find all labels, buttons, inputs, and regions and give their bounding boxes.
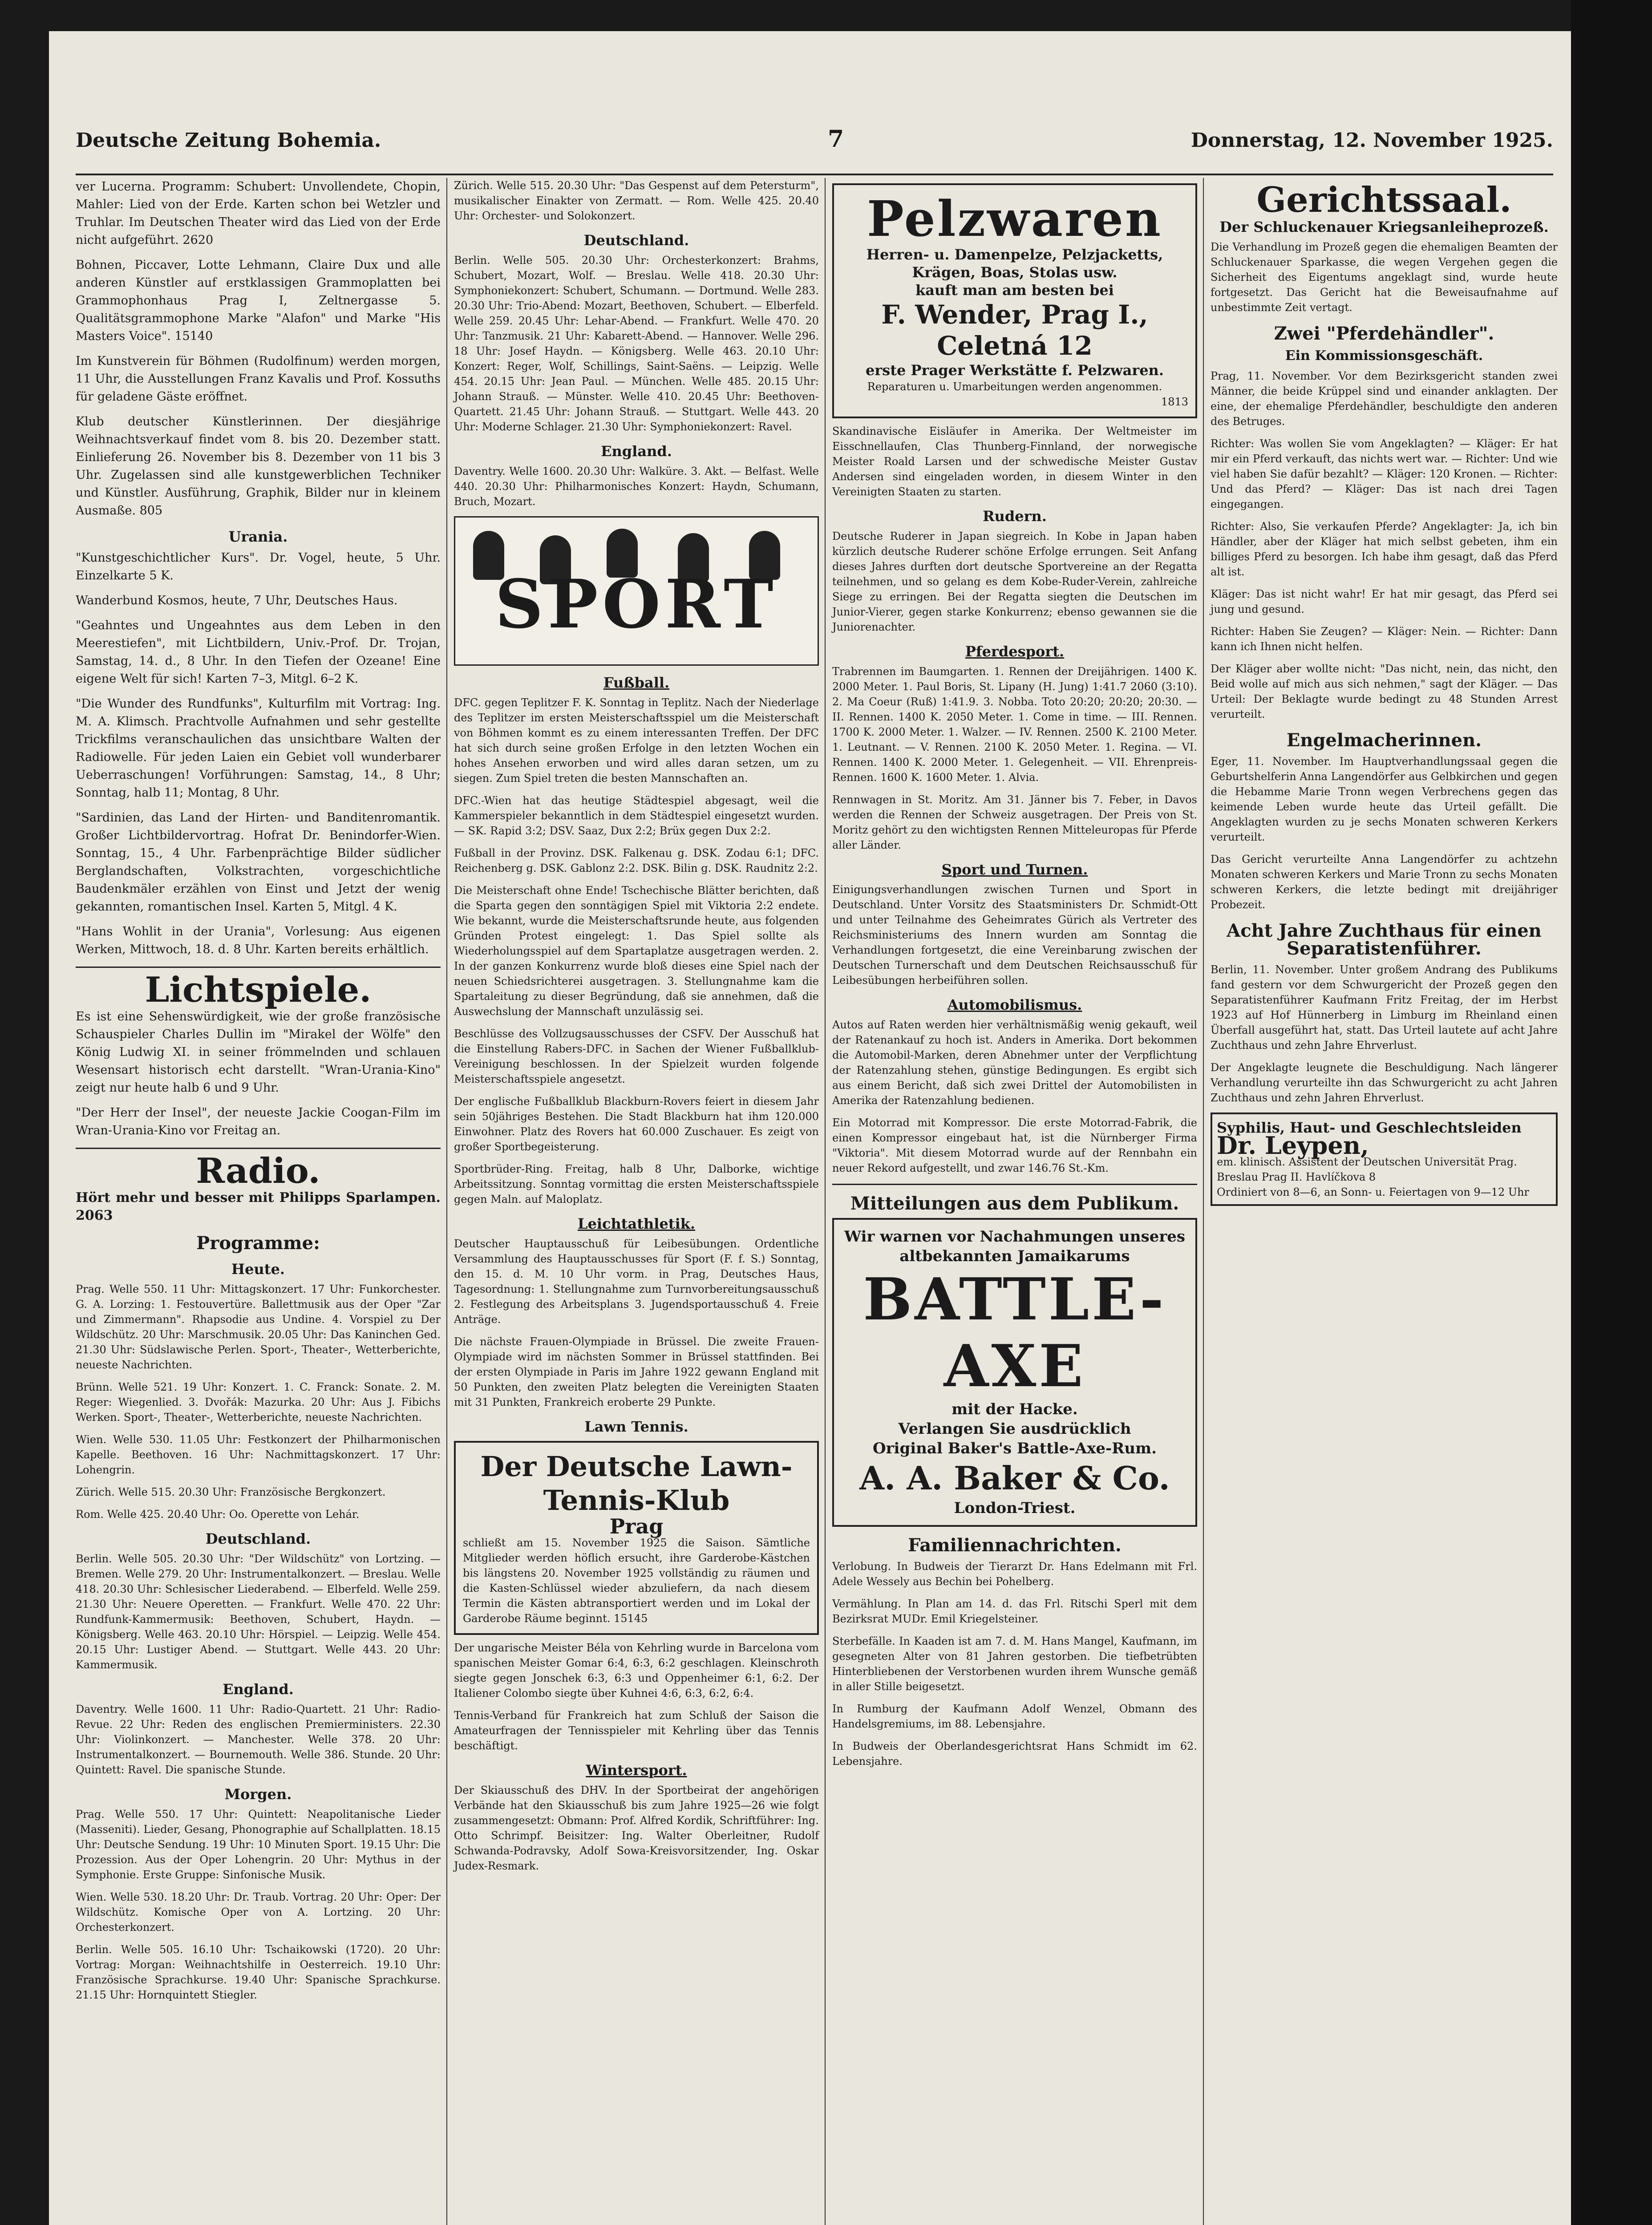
ad-title: Der Deutsche Lawn-Tennis-Klub [480,1450,793,1517]
section-heading: Morgen. [224,1786,292,1803]
ad-line: Krägen, Boas, Stolas usw. [912,264,1118,281]
column-2 [454,178,819,1881]
column-3 [832,178,1197,1776]
article-paragraph: Wien. Welle 530. 11.05 Uhr: Festkonzert der Philharmonischen Kapelle. Beethoven. 16 Uhr: Nachmittagskonzert. 17 Uhr: Lohengrin. [76,1433,441,1476]
ad-text: schließt am 15. November 1925 die Saison. Sämtliche Mitglieder werden höflich ersucht, ihre Garderobe-Kästchen bis längstens 20. November 1925 vollständig zu räumen und die Kasten-Schlüssel wieder abzuliefern, da nach diesem Termin die Kästen abtransportiert werden und im Lokal der Garderobe Räume beginnt. 15145 [463,1537,810,1625]
ad-title: BATTLE-AXE [863,1265,1166,1400]
column-rule [1203,178,1204,2225]
article-paragraph: Berlin. Welle 505. 20.30 Uhr: Orchesterkonzert: Brahms, Schubert, Mozart, Wolf. — Breslau. Welle 418. 20.30 Uhr: Symphoniekonzert: Schubert, Schumann. — Dortmund. Welle 283. 20.30 Uhr: Trio-Abend: Mozart, Beethoven, Schubert. — Elberfeld. Welle 259. 20.45 Uhr: Lehar-Abend. — Frankfurt. Welle 470. 20 Uhr: Tanzmusik. 21 Uhr: Kabarett-Abend. — Hannover. Welle 296. 18 Uhr: Josef Haydn. — Königsberg. Welle 463. 20.10 Uhr: Konzert: Reger, Wolf, Schillings, Saint-Saëns. — Leipzig. Welle 454. 20.15 Uhr: Jean Paul. — München. Welle 485. 20.15 Uhr: Johann Strauß. — Münster. Welle 410. 20.45 Uhr: Beethoven-Quartett. 21.45 Uhr: Johann Strauß. — Stuttgart. Welle 443. 20 Uhr: Moderne Schlager. 21.30 Uhr: Symphoniekonzert: Ravel. [454,254,819,433]
article-heading: Zwei "Pferdehändler". [1274,323,1494,344]
article-paragraph: Skandinavische Eisläufer in Amerika. Der Weltmeister im Eisschnellaufen, Clas Thunberg-Finnland, der norwegische Meister Roald Larsen und der schwedische Meister Gustav Andersen sind eingeladen worden, in diesem Winter in den Vereinigten Staaten zu starten. [832,425,1197,498]
section-heading: Rudern. [983,508,1047,525]
article-paragraph: Zürich. Welle 515. 20.30 Uhr: "Das Gespenst auf dem Petersturm", musikalischer Einakter von Zermatt. — Rom. Welle 425. 20.40 Uhr: Orchester- und Solokonzert. [454,179,819,222]
ad-line: Verlangen Sie ausdrücklich [898,1420,1131,1438]
article-paragraph: Richter: Also, Sie verkaufen Pferde? Angeklagter: Ja, ich bin Händler, aber der Kläger hat mich selbst gebeten, ihm ein billiges Pferd zu besorgen. Ich habe ihm gesagt, daß das Pferd alt ist. [1211,520,1558,578]
section-heading: Lawn Tennis. [584,1418,688,1435]
article-paragraph: Richter: Was wollen Sie vom Angeklagten? — Kläger: Er hat mir ein Pferd verkauft, das nichts wert war. — Richter: Und wie viel haben Sie dafür bezahlt? — Kläger: 120 Kronen. — Richter: Und das Pferd? — Kläger: Das ist nach drei Tagen eingegangen. [1211,437,1558,510]
ad-line: Wir warnen vor Nachahmungen unseres altbekannten Jamaikarums [844,1228,1186,1265]
section-heading: Mitteilungen aus dem Publikum. [850,1193,1179,1214]
section-heading: Leichtathletik. [577,1215,696,1232]
article-paragraph: Kläger: Das ist nicht wahr! Er hat mir gesagt, das Pferd sei jung und gesund. [1211,588,1558,615]
article-paragraph: Der Angeklagte leugnete die Beschuldigung. Nach längerer Verhandlung verurteilte ihn das Schwurgericht zu acht Jahren Zuchthaus und zehn Jahren Ehrverlust. [1211,1061,1558,1104]
section-heading: Pferdesport. [965,643,1065,660]
ad-line: Herren- u. Damenpelze, Pelzjacketts, [866,246,1163,263]
article-heading: Acht Jahre Zuchthaus für einen Separatistenführer. [1227,920,1542,959]
section-heading: Heute. [231,1261,285,1278]
section-heading: Familiennachrichten. [908,1535,1122,1556]
article-paragraph: Rennwagen in St. Moritz. Am 31. Jänner bis 7. Feber, in Davos werden die Rennen der Schweiz ausgetragen. Der Preis von St. Moritz gehört zu den wichtigsten Rennen Mitteleuropas für Pferde aller Länder. [832,793,1197,851]
article-paragraph: Fußball in der Provinz. DSK. Falkenau g. DSK. Zodau 6:1; DFC. Reichenberg g. DSK. Gablonz 2:2. DSK. Bilin g. DSK. Raudnitz 2:2. [454,847,819,874]
article-paragraph: "Sardinien, das Land der Hirten- und Banditenromantik. Großer Lichtbildervortrag. Hofrat Dr. Benindorfer-Wien. Sonntag, 15., 4 Uhr. Farbenprächtige Bilder südlicher Berglandschaften, Volkstrachten, vorgeschichtliche Baudenkmäler erzählen von Einst und Jetzt der wenig gekannten, romantischen Insel. Karten 5, Mitgl. 4 K. [76,811,441,914]
article-paragraph: Tennis-Verband für Frankreich hat zum Schluß der Saison die Amateurfragen der Tennisspieler mit Kehrling über das Tennis beschäftigt. [454,1709,819,1752]
article-paragraph: Der Kläger aber wollte nicht: "Das nicht, nein, das nicht, den Beid wolle auf mich aus sich nehmen," sagt der Kläger. — Das Urteil: Der Beklagte wurde bedingt zu 48 Stunden Arrest verurteilt. [1211,663,1558,720]
article-heading: Der Schluckenauer Kriegsanleiheprozeß. [1219,218,1549,235]
section-heading: Wintersport. [586,1762,687,1779]
article-paragraph: Deutsche Ruderer in Japan siegreich. In Kobe in Japan haben kürzlich deutsche Ruderer schöne Erfolge errungen. Seit Anfang dieses Jahres durften dort deutsche Sportvereine an der Regatta teilnehmen, und so gelang es dem Kobe-Ruder-Verein, zahlreiche Siege zu erringen. Bei der Regatta siegten die Deutschen im Junior-Vierer, gegen starke Konkurrenz; ebenso gewannen sie die Juniorenachter. [832,530,1197,633]
article-paragraph: Klub deutscher Künstlerinnen. Der diesjährige Weihnachtsverkauf findet vom 8. bis 20. Dezember statt. Einlieferung 26. November bis 8. Dezember von 11 bis 3 Uhr. Zugelassen sind alle kunstgewerblichen Techniker und Künstler. Ausführung, Graphik, Bilder nur in kleinem Ausmaße. 805 [76,415,441,518]
article-paragraph: ver Lucerna. Programm: Schubert: Unvollendete, Chopin, Mahler: Lied von der Erde. Karten schon bei Wetzler und Truhlar. Im Deutschen Theater wird das Lied von der Erde nicht aufgeführt. 2620 [76,180,441,247]
ad-line: Ordiniert von 8—6, an Sonn- u. Feiertagen von 9—12 Uhr [1217,1186,1529,1198]
article-paragraph: Sterbefälle. In Kaaden ist am 7. d. M. Hans Mangel, Kaufmann, im gesegneten Alter von 81 Jahren gestorben. Die tiefbetrübten Hinterbliebenen der Verstorbenen wurden ihrem Wunsche gemäß in aller Stille beigesetzt. [832,1635,1197,1693]
masthead-date: Donnerstag, 12. November 1925. [1190,129,1553,152]
section-heading: Automobilismus. [947,996,1082,1013]
article-paragraph: Daventry. Welle 1600. 11 Uhr: Radio-Quartett. 21 Uhr: Radio-Revue. 22 Uhr: Reden des englischen Premierministers. 22.30 Uhr: Violinkonzert. — Manchester. Welle 378. 20 Uhr: Instrumentalkonzert. — Bournemouth. Welle 386. Stunde. 20 Uhr: Quintett: Ravel. Die spanische Stunde. [76,1703,441,1776]
ad-city: Prag [609,1514,664,1538]
section-heading: England. [601,443,672,460]
ad-line: Syphilis, Haut- und Geschlechtsleiden [1217,1119,1522,1136]
masthead-title: Deutsche Zeitung Bohemia. [76,129,381,152]
article-paragraph: Der englische Fußballklub Blackburn-Rovers feiert in diesem Jahr sein 50jähriges Bestehen. Die Stadt Blackburn hat ihm 120.000 Einwohner. Platz des Rovers hat 60.000 Zuschauer. Es zeigt von großer Sportbegeisterung. [454,1095,819,1153]
section-heading: Deutschland. [583,232,689,249]
section-heading: Lichtspiele. [145,970,372,1010]
article-paragraph: Wien. Welle 530. 18.20 Uhr: Dr. Traub. Vortrag. 20 Uhr: Oper: Der Wildschütz. Komische Oper von A. Lortzing. 20 Uhr: Orchesterkonzert. [76,1891,441,1934]
article-paragraph: Sportbrüder-Ring. Freitag, halb 8 Uhr, Dalborke, wichtige Arbeitssitzung. Sonntag vormittag die ersten Meisterschaftsspiele gegen Maln. auf Maloplatz. [454,1163,819,1206]
column-rule [825,178,826,2225]
ad-title: Dr. Leypen, [1217,1131,1369,1160]
ad-company: A. A. Baker & Co. [859,1459,1170,1497]
divider [76,1148,441,1149]
article-paragraph: "Hans Wohlit in der Urania", Vorlesung: Aus eigenen Werken, Mittwoch, 18. d. 8 Uhr. Karten bereits erhältlich. [76,925,441,956]
article-paragraph: Wanderbund Kosmos, heute, 7 Uhr, Deutsches Haus. [76,594,398,607]
article-paragraph: Berlin, 11. November. Unter großem Andrang des Publikums fand gestern vor dem Schwurgericht der Prozeß gegen den Separatistenführer Kaufmann Fritz Freitag, der im Herbst 1923 auf Hof Hünnerberg in Limburg im Rheinland einen Überfall ausgeführt hat, statt. Das Urteil lautete auf acht Jahre Zuchthaus und zehn Jahre Ehrverlust. [1211,963,1558,1052]
ad-line: London-Triest. [954,1499,1076,1517]
article-paragraph: Brünn. Welle 521. 19 Uhr: Konzert. 1. C. Franck: Sonate. 2. M. Reger: Wiegenlied. 3. Dvořák: Mazurka. 20 Uhr: Aus J. Fibichs Werken. Sport-, Theater-, Wetterberichte, neueste Nachrichten. [76,1381,441,1424]
pelzwaren-ad [832,183,1197,418]
column-1 [76,178,441,2010]
article-paragraph: In Budweis der Oberlandesgerichtsrat Hans Schmidt im 62. Lebensjahre. [832,1740,1197,1768]
article-paragraph: Rom. Welle 425. 20.40 Uhr: Oo. Operette von Lehár. [76,1508,360,1521]
article-paragraph: "Kunstgeschichtlicher Kurs". Dr. Vogel, heute, 5 Uhr. Einzelkarte 5 K. [76,551,441,583]
masthead [76,120,1553,175]
article-paragraph: Bohnen, Piccaver, Lotte Lehmann, Claire Dux und alle anderen Künstler auf erstklassigen Grammoplatten bei Grammophonhaus Prag I, Zeltnergasse 5. Qualitätsgrammophone Marke "Alafon" und Marke "His Masters Voice". 15140 [76,258,441,343]
article-paragraph: Das Gericht verurteilte Anna Langendörfer zu achtzehn Monaten schweren Kerkers und Marie Tronn zu sechs Monaten schweren Kerkers, die letzte bedingt mit dreijähriger Probezeit. [1211,853,1558,911]
article-paragraph: Trabrennen im Baumgarten. 1. Rennen der Dreijährigen. 1400 K. 2000 Meter. 1. Paul Boris, St. Lipany (H. Jung) 1:41.7 2060 (3:10). 2. Ma Coeur (Ruß) 1:41.9. 3. Nobba. Toto 20:20; 20:20; 20:30. — II. Rennen. 1400 K. 2050 Meter. 1. Come in time. — III. Rennen. 1700 K. 2000 Meter. 1. Walzer. — IV. Rennen. 2500 K. 2100 Meter. 1. Leutnant. — V. Rennen. 2100 K. 2050 Meter. 1. Regina. — VI. Rennen. 1400 K. 2000 Meter. 1. Gelegenheit. — VII. Ehrenpreis-Rennen. 1600 K. 1600 Meter. 1. Alvia. [832,665,1197,784]
divider [832,1184,1197,1185]
ad-line: Reparaturen u. Umarbeitungen werden angenommen. [867,380,1162,393]
article-paragraph: Verlobung. In Budweis der Tierarzt Dr. Hans Edelmann mit Frl. Adele Wessely aus Bechin bei Pohelberg. [832,1560,1197,1588]
ad-line: erste Prager Werkstätte f. Pelzwaren. [866,362,1164,379]
article-paragraph: Die nächste Frauen-Olympiade in Brüssel. Die zweite Frauen-Olympiade wird im nächsten Sommer in Brüssel stattfinden. Bei der ersten Olympiade in Paris im Jahre 1922 gewann England mit 50 Punkten, den zweiten Platz belegten die Vereinigten Staaten mit 31 Punkten, Frankreich eroberte 29 Punkte. [454,1335,819,1408]
section-heading: Radio. [196,1151,320,1191]
battle-axe-ad [832,1218,1197,1527]
page-number: 7 [828,125,844,153]
ad-line: kauft man am besten bei [915,282,1114,299]
article-paragraph: Berlin. Welle 505. 20.30 Uhr: "Der Wildschütz" von Lortzing. — Bremen. Welle 279. 20 Uhr: Instrumentalkonzert. — Breslau. Welle 418. 20.30 Uhr: Schlesischer Liederabend. — Elberfeld. Welle 259. 21.30 Uhr: Neuere Operetten. — Frankfurt. Welle 470. 22 Uhr: Rundfunk-Kammermusik: Beethoven, Schubert, Haydn. — Königsberg. Welle 463. 20.10 Uhr: Hörspiel. — Leipzig. Welle 454. 20.15 Uhr: Lustiger Abend. — Stuttgart. Welle 443. 20 Uhr: Kammermusik. [76,1553,441,1671]
article-paragraph: Prag, 11. November. Vor dem Bezirksgericht standen zwei Männer, die beide Krüppel sind und einander anklagten. Der eine, der ehemalige Pferdehändler, beschuldigte den anderen des Betruges. [1211,370,1558,428]
article-paragraph: "Die Wunder des Rundfunks", Kulturfilm mit Vortrag: Ing. M. A. Klimsch. Prachtvolle Aufnahmen und sehr gestellte Trickfilms veranschaulichen das unsichtbare Walten der Radiowelle. Für jeden Laien ein Gebiet voll wunderbarer Ueberraschungen! Vorführungen: Samstag, 14., 8 Uhr; Sonntag, halb 11; Montag, 8 Uhr. [76,697,441,800]
article-paragraph: Der ungarische Meister Béla von Kehrling wurde in Barcelona vom spanischen Meister Gomar 6:4, 6:3, 6:2 geschlagen. Kleinschroth siegte gegen Jonschek 6:3, 6:3 und Oppenheimer 6:1, 6:2. Der Italiener Colombo siegte über Kuhnei 4:6, 6:3, 6:2, 6:4. [454,1642,819,1699]
ad-number: 1813 [1161,396,1188,408]
divider [76,967,441,968]
article-paragraph: Autos auf Raten werden hier verhältnismäßig wenig gekauft, weil der Ratenankauf zu hoch ist. Anders in Amerika. Dort bekommen die Automobil-Marken, deren Abnehmer unter der Verpflichtung der Ratenzahlung stehen, günstige Bedingungen. Es ergibt sich aus einem Bericht, daß sich zwei Drittel der Automobilisten in Amerika der Ratenzahlung bedienen. [832,1019,1197,1107]
section-heading: England. [223,1681,294,1698]
lawn-tennis-ad [454,1441,819,1635]
article-paragraph: DFC. gegen Teplitzer F. K. Sonntag in Teplitz. Nach der Niederlage des Teplitzer im ersten Meisterschaftsspiel um die Meisterschaft von Böhmen kommt es zu einem interessanten Treffen. Der DFC hat sich durch seine großen Erfolge in den letzten Wochen ein hohes Ansehen erworben und wird alles daran setzen, um zu siegen. Zum Spiel treten die besten Mannschaften an. [454,696,819,785]
ad-line: em. klinisch. Assistent der Deutschen Universität Prag. Breslau Prag II. Havlíčkova 8 [1217,1156,1517,1183]
article-paragraph: Im Kunstverein für Böhmen (Rudolfinum) werden morgen, 11 Uhr, die Ausstellungen Franz Kavalis und Prof. Kossuths für geladene Gäste eröffnet. [76,354,441,404]
column-4 [1211,178,1558,1212]
article-paragraph: Die Meisterschaft ohne Ende! Tschechische Blätter berichten, daß die Sparta gegen den sonntägigen Spiel mit Viktoria 2:2 endete. Wie bekannt, wurde die Meisterschaftsrunde heute, aus folgenden Gründen Protest eingelegt: 1. Das Spiel sollte als Wiederholungsspiel auf dem Spartaplatze ausgetragen werden. 2. In der ganzen Konkurrenz wurde bloß dieses eine Spiel nach der neuen Schiedsrichterei ausgetragen. 3. Stellungnahme kam die Spartaleitung zu dieser Begründung, daß sie annehmen, daß die Auswechslung der Mannschaft unzulässig sei. [454,884,819,1018]
section-heading: Fußball. [603,674,670,691]
article-paragraph: Es ist eine Sehenswürdigkeit, wie der große französische Schauspieler Charles Dullin im "Mirakel der Wölfe" den König Ludwig XI. in seiner frömmelnden und schlauen Wesensart historisch echt darstellt. "Wran-Urania-Kino" zeigt nur heute halb 6 und 9 Uhr. [76,1010,441,1095]
ad-title: Pelzwaren [867,190,1162,247]
article-paragraph: "Geahntes und Ungeahntes aus dem Leben in den Meerestiefen", mit Lichtbildern, Univ.-Prof. Dr. Trojan, Samstag, 14. d., 8 Uhr. In den Tiefen der Ozeane! Eine eigene Welt für sich! Karten 7–3, Mitgl. 6–2 K. [76,619,441,686]
sport-banner-illustration [454,516,819,666]
article-paragraph: Berlin. Welle 505. 16.10 Uhr: Tschaikowski (1720). 20 Uhr: Vortrag: Morgan: Weihnachtshilfe in Oesterreich. 19.10 Uhr: Französische Sprachkurse. 19.40 Uhr: Spanische Sprachkurse. 21.15 Uhr: Hornquintett Stiegler. [76,1943,441,2001]
article-paragraph: Prag. Welle 550. 17 Uhr: Quintett: Neapolitanische Lieder (Masseniti). Lieder, Gesang, Phonographie auf Schallplatten. 18.15 Uhr: Deutsche Sendung. 19 Uhr: 10 Minuten Sport. 19.15 Uhr: Die Prozession. Aus der Oper Lohengrin. 20 Uhr: Mythus in der Symphonie. Erste Gruppe: Sinfonische Musik. [76,1808,441,1881]
article-paragraph: Richter: Haben Sie Zeugen? — Kläger: Nein. — Richter: Dann kann ich Ihnen nicht helfen. [1211,625,1558,653]
ad-line: Original Baker's Battle-Axe-Rum. [873,1440,1157,1457]
article-paragraph: Prag. Welle 550. 11 Uhr: Mittagskonzert. 17 Uhr: Funkorchester. G. A. Lorzing: 1. Festouvertüre. Ballettmusik aus der Oper "Zar und Zimmermann". Rhapsodie aus Undine. 4. Vorspiel zu Der Wildschütz. 20 Uhr: Marschmusik. 20.05 Uhr: Das Kaninchen Ged. 21.30 Uhr: Südslawische Perlen. Sport-, Theater-, Wetterberichte, neueste Nachrichten. [76,1283,441,1371]
article-paragraph: Zürich. Welle 515. 20.30 Uhr: Französische Bergkonzert. [76,1486,386,1498]
sport-banner-word: SPORT [495,565,778,643]
article-paragraph: In Rumburg der Kaufmann Adolf Wenzel, Obmann des Handelsgremiums, im 88. Lebensjahre. [832,1703,1197,1730]
article-paragraph: Eger, 11. November. Im Hauptverhandlungssaal gegen die Geburtshelferin Anna Langendörfer aus Gelbkirchen und gegen die Hebamme Marie Tronn wegen Verbrechens gegen das keimende Leben wurde heute das Urteil gefällt. Die Angeklagten wurden zu je sechs Monaten schweren Kerkers verurteilt. [1211,755,1558,843]
article-paragraph: Ein Motorrad mit Kompressor. Die erste Motorrad-Fabrik, die einen Kompressor eingebaut hat, ist die Nürnberger Firma "Viktoria". Mit diesem Motorrad wurde auf der Rennbahn ein neuer Rekord aufgestellt, und zwar 146.76 St.-Km. [832,1117,1197,1174]
article-paragraph: Der Skiausschuß des DHV. In der Sportbeirat der angehörigen Verbände hat den Skiausschuß bis zum Jahre 1925—26 wie folgt zusammengesetzt: Obmann: Prof. Alfred Kordik, Schriftführer: Ing. Otto Schrimpf. Beisitzer: Ing. Walter Oberleitner, Rudolf Schwanda-Podravsky, Adolf Sowa-Kreisvorsitzender, Ing. Oskar Judex-Resmark. [454,1784,819,1872]
section-heading: Sport und Turnen. [941,861,1088,878]
ad-line: mit der Hacke. [952,1400,1078,1418]
column-rule [446,178,447,2225]
leypen-ad [1211,1112,1558,1206]
article-subheading: Ein Kommissionsgeschäft. [1285,348,1483,364]
article-paragraph: "Der Herr der Insel", der neueste Jackie Coogan-Film im Wran-Urania-Kino vor Freitag an. [76,1106,441,1137]
ad-company: F. Wender, Prag I., Celetná 12 [881,299,1148,361]
section-heading: Gerichtssaal. [1256,180,1512,220]
section-heading: Deutschland. [205,1530,311,1547]
article-heading: Engelmacherinnen. [1286,730,1482,751]
article-paragraph: Daventry. Welle 1600. 20.30 Uhr: Walküre. 3. Akt. — Belfast. Welle 440. 20.30 Uhr: Philharmonisches Konzert: Haydn, Schumann, Bruch, Mozart. [454,465,819,508]
section-heading: Urania. [228,528,288,545]
article-paragraph: DFC.-Wien hat das heutige Städtespiel abgesagt, weil die Kammerspieler bekanntlich in dem Städtespiel eingesetzt wurden. — SK. Rapid 3:2; DSV. Saaz, Dux 2:2; Brüx gegen Dux 2:2. [454,794,819,837]
newspaper-page [49,31,1571,2225]
article-paragraph: Deutscher Hauptausschuß für Leibesübungen. Ordentliche Versammlung des Hauptausschusses für Sport (F. f. S.) Sonntag, den 15. d. M. 10 Uhr vorm. in Prag, Deutsches Haus, Tagesordnung: 1. Stellungnahme zum Turnvorbereitungsausschuß 2. Festlegung des Arbeitsplans 3. Jugendsportausschuß 4. Freie Anträge. [454,1238,819,1326]
article-paragraph: Beschlüsse des Vollzugsausschusses der CSFV. Der Ausschuß hat die Einstellung Rabers-DFC. in Sachen der Wiener Fußballklub-Vereinigung beschlossen. In der Spielzeit wurden folgende Meisterschaftsspiele angesetzt. [454,1028,819,1085]
article-paragraph: Vermählung. In Plan am 14. d. das Frl. Ritschi Sperl mit dem Bezirksrat MUDr. Emil Kriegelsteiner. [832,1598,1197,1625]
section-heading: Programme: [196,1233,320,1254]
article-paragraph: Die Verhandlung im Prozeß gegen die ehemaligen Beamten der Schluckenauer Sparkasse, die wegen Vergehen gegen die Sicherheit des Eigentums angeklagt sind, wurde heute fortgesetzt. Das Gericht hat die Beweisaufnahme auf unbestimmte Zeit vertagt. [1211,241,1558,314]
scan-edge [1571,0,1652,2225]
article-paragraph: Einigungsverhandlungen zwischen Turnen und Sport in Deutschland. Unter Vorsitz des Staatsministers Dr. Schmidt-Ott und unter Teilnahme des Geheimrates Gürich als Vertreter des Reichsministeriums des Innern wurden am Sonntag die Verhandlungen fortgesetzt, die eine Vereinbarung zwischen der Deutschen Turnerschaft und dem Deutschen Reichsausschuß für Leibesübungen herbeiführen sollen. [832,883,1197,987]
radio-ad-line: Hört mehr und besser mit Philipps Sparlampen. 2063 [76,1190,441,1223]
